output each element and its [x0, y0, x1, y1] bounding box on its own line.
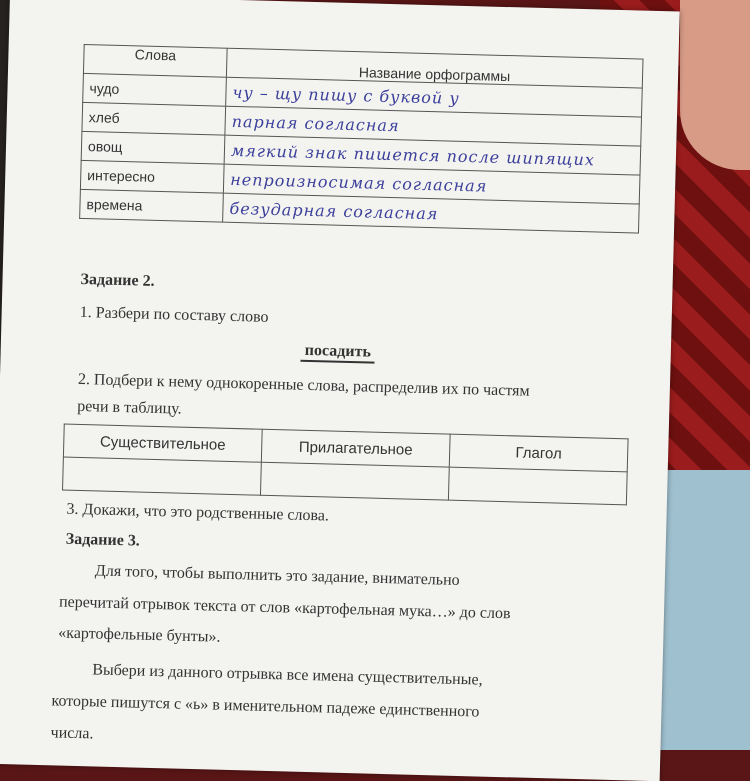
row-word: интересно	[80, 160, 224, 193]
task3-title: Задание 3.	[65, 530, 141, 550]
task2-item1: 1. Разбери по составу слово	[79, 303, 269, 326]
header-words: Слова	[83, 44, 227, 77]
target-word: посадить	[300, 342, 375, 364]
row-word: хлеб	[82, 102, 226, 135]
task3-para1-line1: Для того, чтобы выполнить это задание, внимательно	[94, 562, 460, 589]
task2-item3: 3. Докажи, что это родственные слова.	[66, 500, 330, 525]
task2-item2-line2: речи в таблицу.	[77, 397, 182, 418]
row-rule: безударная согласная	[223, 193, 640, 233]
background-hand	[680, 0, 750, 170]
spelling-table	[79, 44, 643, 234]
background-book	[660, 470, 750, 750]
task3-para2-line1: Выбери из данного отрывка все имена существительные,	[92, 661, 483, 689]
task3-para1-line3: «картофельные бунты».	[58, 624, 221, 646]
empty-cell	[448, 467, 627, 505]
row-word: чудо	[83, 73, 227, 106]
empty-cell	[63, 457, 262, 495]
col-adjective: Прилагательное	[261, 429, 450, 467]
row-rule: парная согласная	[225, 106, 642, 146]
row-rule: мягкий знак пишется после шипящих	[224, 135, 641, 175]
task3-para1-line2: перечитай отрывок текста от слов «картофельная мука…» до слов	[58, 593, 511, 623]
cognates-table	[62, 424, 629, 506]
empty-cell	[260, 462, 449, 500]
task2-title: Задание 2.	[80, 270, 155, 290]
header-rule: Название орфограммы	[226, 48, 643, 88]
row-word: овощ	[81, 131, 225, 164]
task3-para2-line2: которые пишутся с «ь» в именительном падеже единственного	[51, 692, 480, 721]
row-rule: чу – щу пишу с буквой у	[226, 77, 643, 117]
task2-item2-line1: 2. Подбери к нему однокоренные слова, распределив их по частям	[77, 370, 530, 400]
row-rule: непроизносимая согласная	[223, 164, 640, 204]
col-noun: Существительное	[63, 424, 262, 462]
col-verb: Глагол	[449, 434, 628, 472]
row-word: времена	[80, 189, 224, 222]
task3-para2-line3: числа.	[50, 724, 94, 743]
